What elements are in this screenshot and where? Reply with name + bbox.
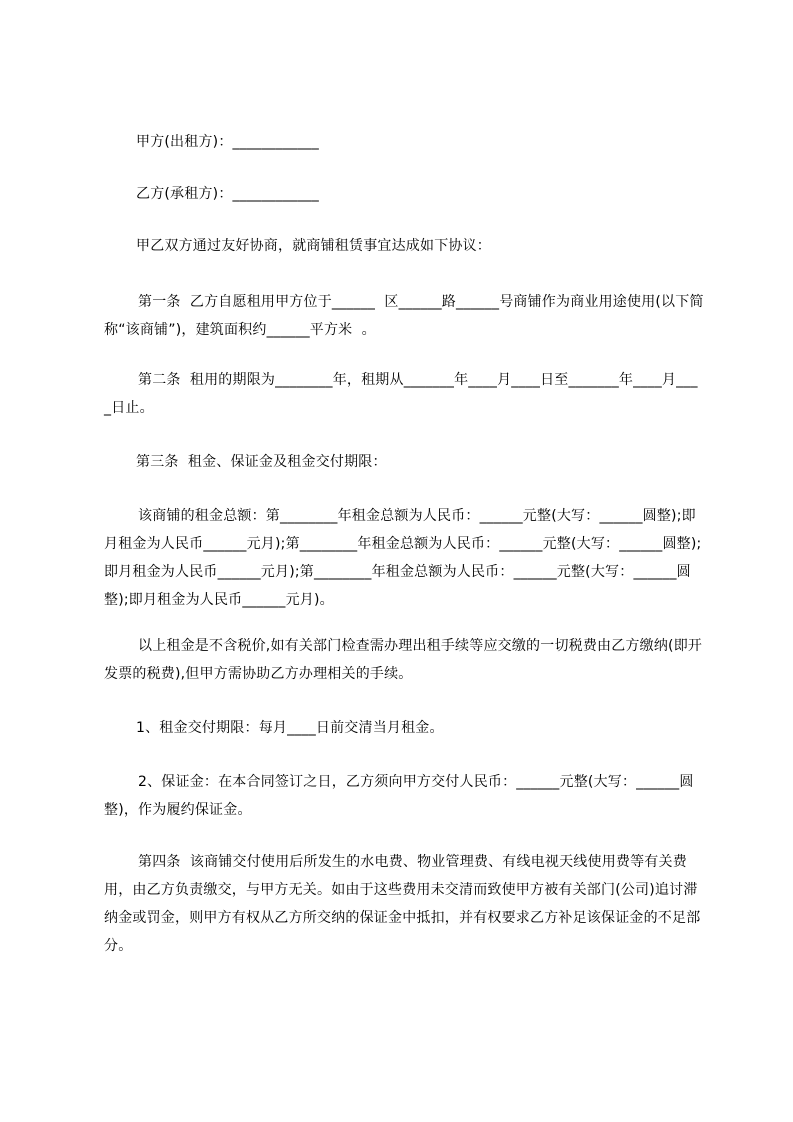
intro-paragraph: 甲乙双方通过友好协商，就商铺租赁事宜达成如下协议：	[136, 238, 491, 254]
party-a-line: 甲方(出租方)：____________	[136, 134, 319, 150]
article-3-rent: 该商铺的租金总额：第________年租金总额为人民币：______元整(大写：______圆整);即月租金为人民币______元月);第________年租金总额为人民币：______元整(大写：______圆整);即月租金为人民币______元月);第________年租金总额为人民币：______元整(大写：______圆整);即月租金为人民币______元月)。	[104, 508, 702, 608]
party-b-line: 乙方(承租方)：____________	[136, 186, 319, 202]
article-3-tax: 以上租金是不含税价,如有关部门检查需办理出租手续等应交缴的一切税费由乙方缴纳(即开发票的税费),但甲方需协助乙方办理相关的手续。	[104, 638, 703, 682]
article-4: 第四条 该商铺交付使用后所发生的水电费、物业管理费、有线电视天线使用费等有关费用，由乙方负责缴交，与甲方无关。如由于这些费用未交清而致使甲方被有关部门(公司)追讨滞纳金或罚金，则甲方有权从乙方所交纳的保证金中抵扣，并有权要求乙方补足该保证金的不足部分。	[104, 854, 701, 954]
article-1: 第一条 乙方自愿租用甲方位于______ 区______路______号商铺作为商业用途使用(以下简称“该商铺”)，建筑面积约______平方米 。	[104, 294, 704, 338]
item-1-payment-deadline: 1、租金交付期限：每月____日前交清当月租金。	[136, 720, 444, 736]
article-3-title: 第三条 租金、保证金及租金交付期限：	[136, 454, 387, 470]
article-2: 第二条 租用的期限为________年，租期从_______年____月____日至_______年____月____日止。	[104, 372, 698, 416]
item-2-deposit: 2、保证金：在本合同签订之日，乙方须向甲方交付人民币：______元整(大写：______圆整)，作为履约保证金。	[104, 774, 694, 818]
